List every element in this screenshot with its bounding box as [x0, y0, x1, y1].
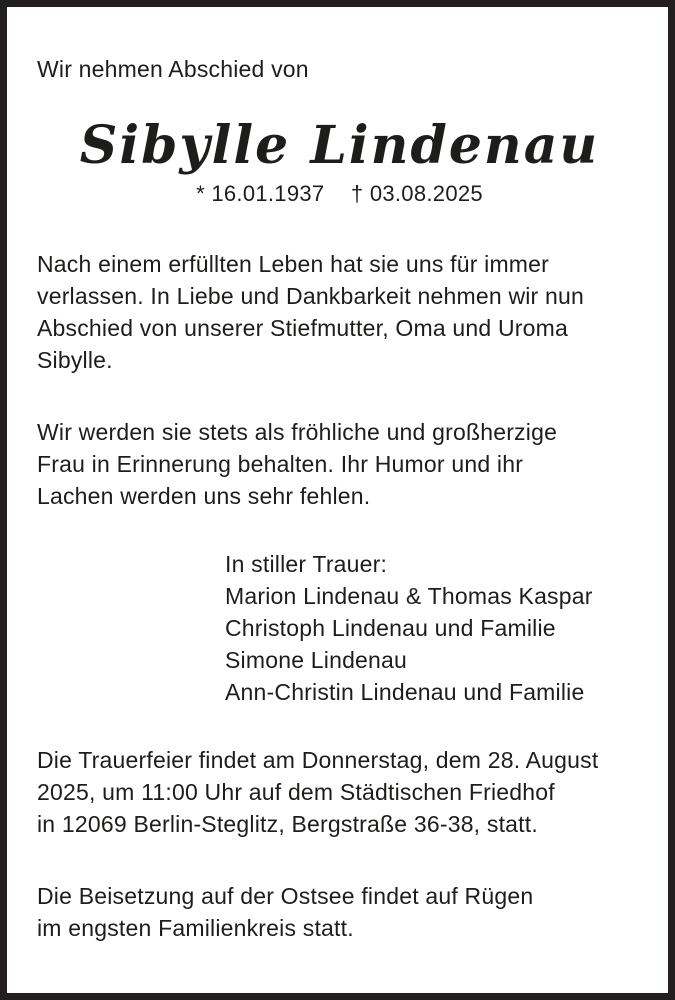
intro-line: Wir nehmen Abschied von — [37, 56, 309, 82]
text-line: verlassen. In Liebe und Dankbarkeit nehmen wir nun — [37, 283, 584, 309]
deceased-name: Sibylle Lindenau — [79, 115, 600, 176]
text-line: Nach einem erfüllten Leben hat sie uns für immer — [37, 251, 550, 277]
text-line: Sibylle. — [37, 347, 113, 373]
mourners-heading: In stiller Trauer: — [225, 551, 388, 577]
mourner-name: Ann-Christin Lindenau und Familie — [225, 679, 585, 705]
life-dates — [37, 180, 642, 208]
paragraph-funeral-info — [37, 744, 642, 840]
birth-date: * 16.01.1937 — [196, 181, 325, 206]
death-date: † 03.08.2025 — [350, 181, 483, 206]
obituary-content — [7, 7, 668, 944]
text-line: Wir werden sie stets als fröhliche und großherzige — [37, 419, 558, 445]
text-line: in 12069 Berlin-Steglitz, Bergstraße 36-38, statt. — [37, 811, 538, 837]
mourners-block — [225, 548, 642, 708]
paragraph-burial-info — [37, 880, 642, 944]
text-line: Die Trauerfeier findet am Donnerstag, dem 28. August — [37, 747, 599, 773]
paragraph-farewell — [37, 248, 642, 376]
text-line: Frau in Erinnerung behalten. Ihr Humor und ihr — [37, 451, 524, 477]
mourner-name: Marion Lindenau & Thomas Kaspar — [225, 583, 593, 609]
text-line: Abschied von unserer Stiefmutter, Oma und Uroma — [37, 315, 568, 341]
text-line: im engsten Familienkreis statt. — [37, 915, 354, 941]
paragraph-memory — [37, 416, 642, 512]
mourner-name: Christoph Lindenau und Familie — [225, 615, 556, 641]
text-line: Die Beisetzung auf der Ostsee findet auf Rügen — [37, 883, 534, 909]
text-line: Lachen werden uns sehr fehlen. — [37, 483, 371, 509]
mourner-name: Simone Lindenau — [225, 647, 408, 673]
text-line: 2025, um 11:00 Uhr auf dem Städtischen Friedhof — [37, 779, 555, 805]
